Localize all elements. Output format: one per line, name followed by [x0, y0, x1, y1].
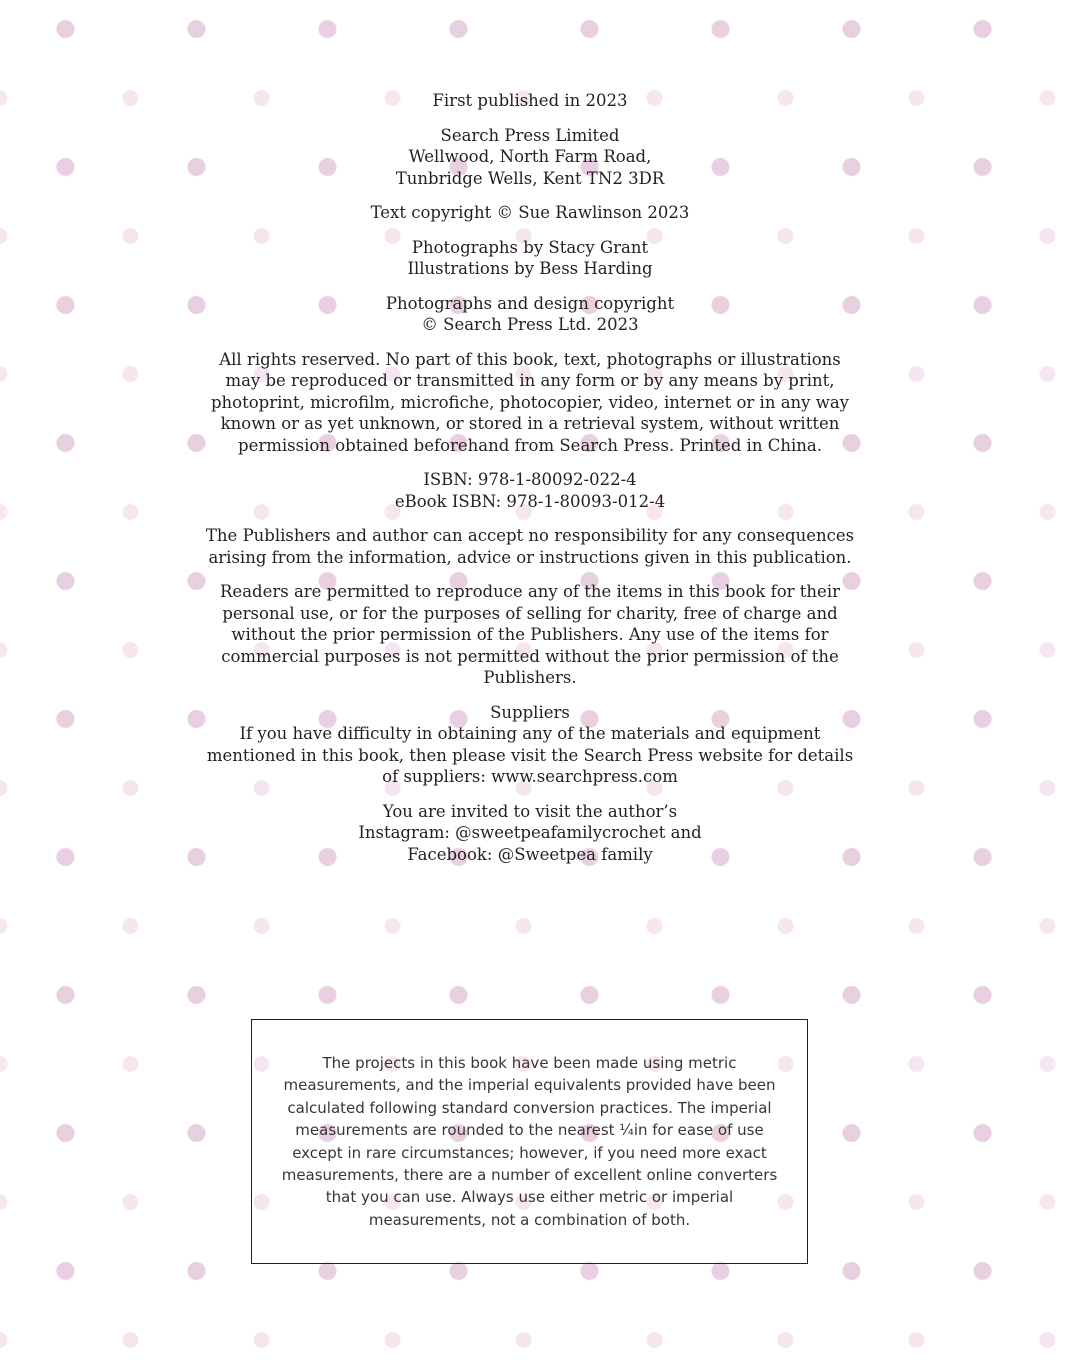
instagram-handle: Instagram: @sweetpeafamilycrochet and: [358, 823, 702, 842]
publisher-name: Search Press Limited: [440, 125, 620, 145]
photo-credit: Photographs by Stacy Grant: [411, 237, 649, 257]
suppliers-heading: Suppliers: [490, 702, 570, 722]
text-copyright: Text copyright © Sue Rawlinson 2023: [370, 203, 690, 222]
address-line-2: Tunbridge Wells, Kent TN2 3DR: [395, 168, 665, 188]
rights-statement: All rights reserved. No part of this book, text, photographs or illustrations may be reproduced or transmitted in any form or by any means by print, photoprint, microfilm, microfiche, photocopier, video, internet or in any way known or as yet unknown, or stored in a retrieval system, without written permission obtained beforehand from Search Press. Printed in China.: [210, 349, 850, 455]
facebook-handle: Facebook: @Sweetpea family: [407, 844, 653, 864]
first-published: First published in 2023: [432, 91, 628, 110]
permissions: Readers are permitted to reproduce any of the items in this book for their personal use, or for the purposes of selling for charity, free of charge and without the prior permission of the Publishers. Any use of the items for commercial purposes is not permitted without the prior permission of the Publishers.: [220, 582, 840, 687]
credits: [200, 237, 860, 280]
disclaimer: The Publishers and author can accept no responsibility for any consequences arising from the information, advice or instructions given in this publication.: [205, 526, 855, 567]
measurement-notice: The projects in this book have been made using metric measurements, and the imperial equivalents provided have been calculated following standard conversion practices. The imperial measurements are rounded to the nearest ¼in for ease of use except in rare circumstances; however, if you need more exact measurements, there are a number of excellent online converters that you can use. Always use either metric or imperial measurements, not a combination of both.: [281, 1053, 778, 1229]
social-intro: You are invited to visit the author’s: [382, 801, 678, 821]
imprint-block: [200, 90, 860, 878]
design-copyright-line-1: Photographs and design copyright: [385, 293, 675, 313]
design-copyright-line-2: © Search Press Ltd. 2023: [421, 315, 639, 334]
illustration-credit: Illustrations by Bess Harding: [407, 259, 653, 278]
isbn-ebook: eBook ISBN: 978-1-80093-012-4: [394, 491, 666, 511]
publisher-address: [200, 125, 860, 190]
isbn-print: ISBN: 978-1-80092-022-4: [423, 470, 637, 489]
address-line-1: Wellwood, North Farm Road,: [408, 147, 652, 166]
suppliers-text: If you have difficulty in obtaining any of the materials and equipment mentioned in this book, then please visit the Search Press website for details of suppliers: www.searchpress.com: [206, 724, 854, 786]
suppliers: [200, 702, 860, 788]
design-copyright: [200, 293, 860, 336]
social-links: [200, 801, 860, 866]
measurement-notice-box: [251, 1019, 808, 1264]
isbn-block: [200, 469, 860, 512]
